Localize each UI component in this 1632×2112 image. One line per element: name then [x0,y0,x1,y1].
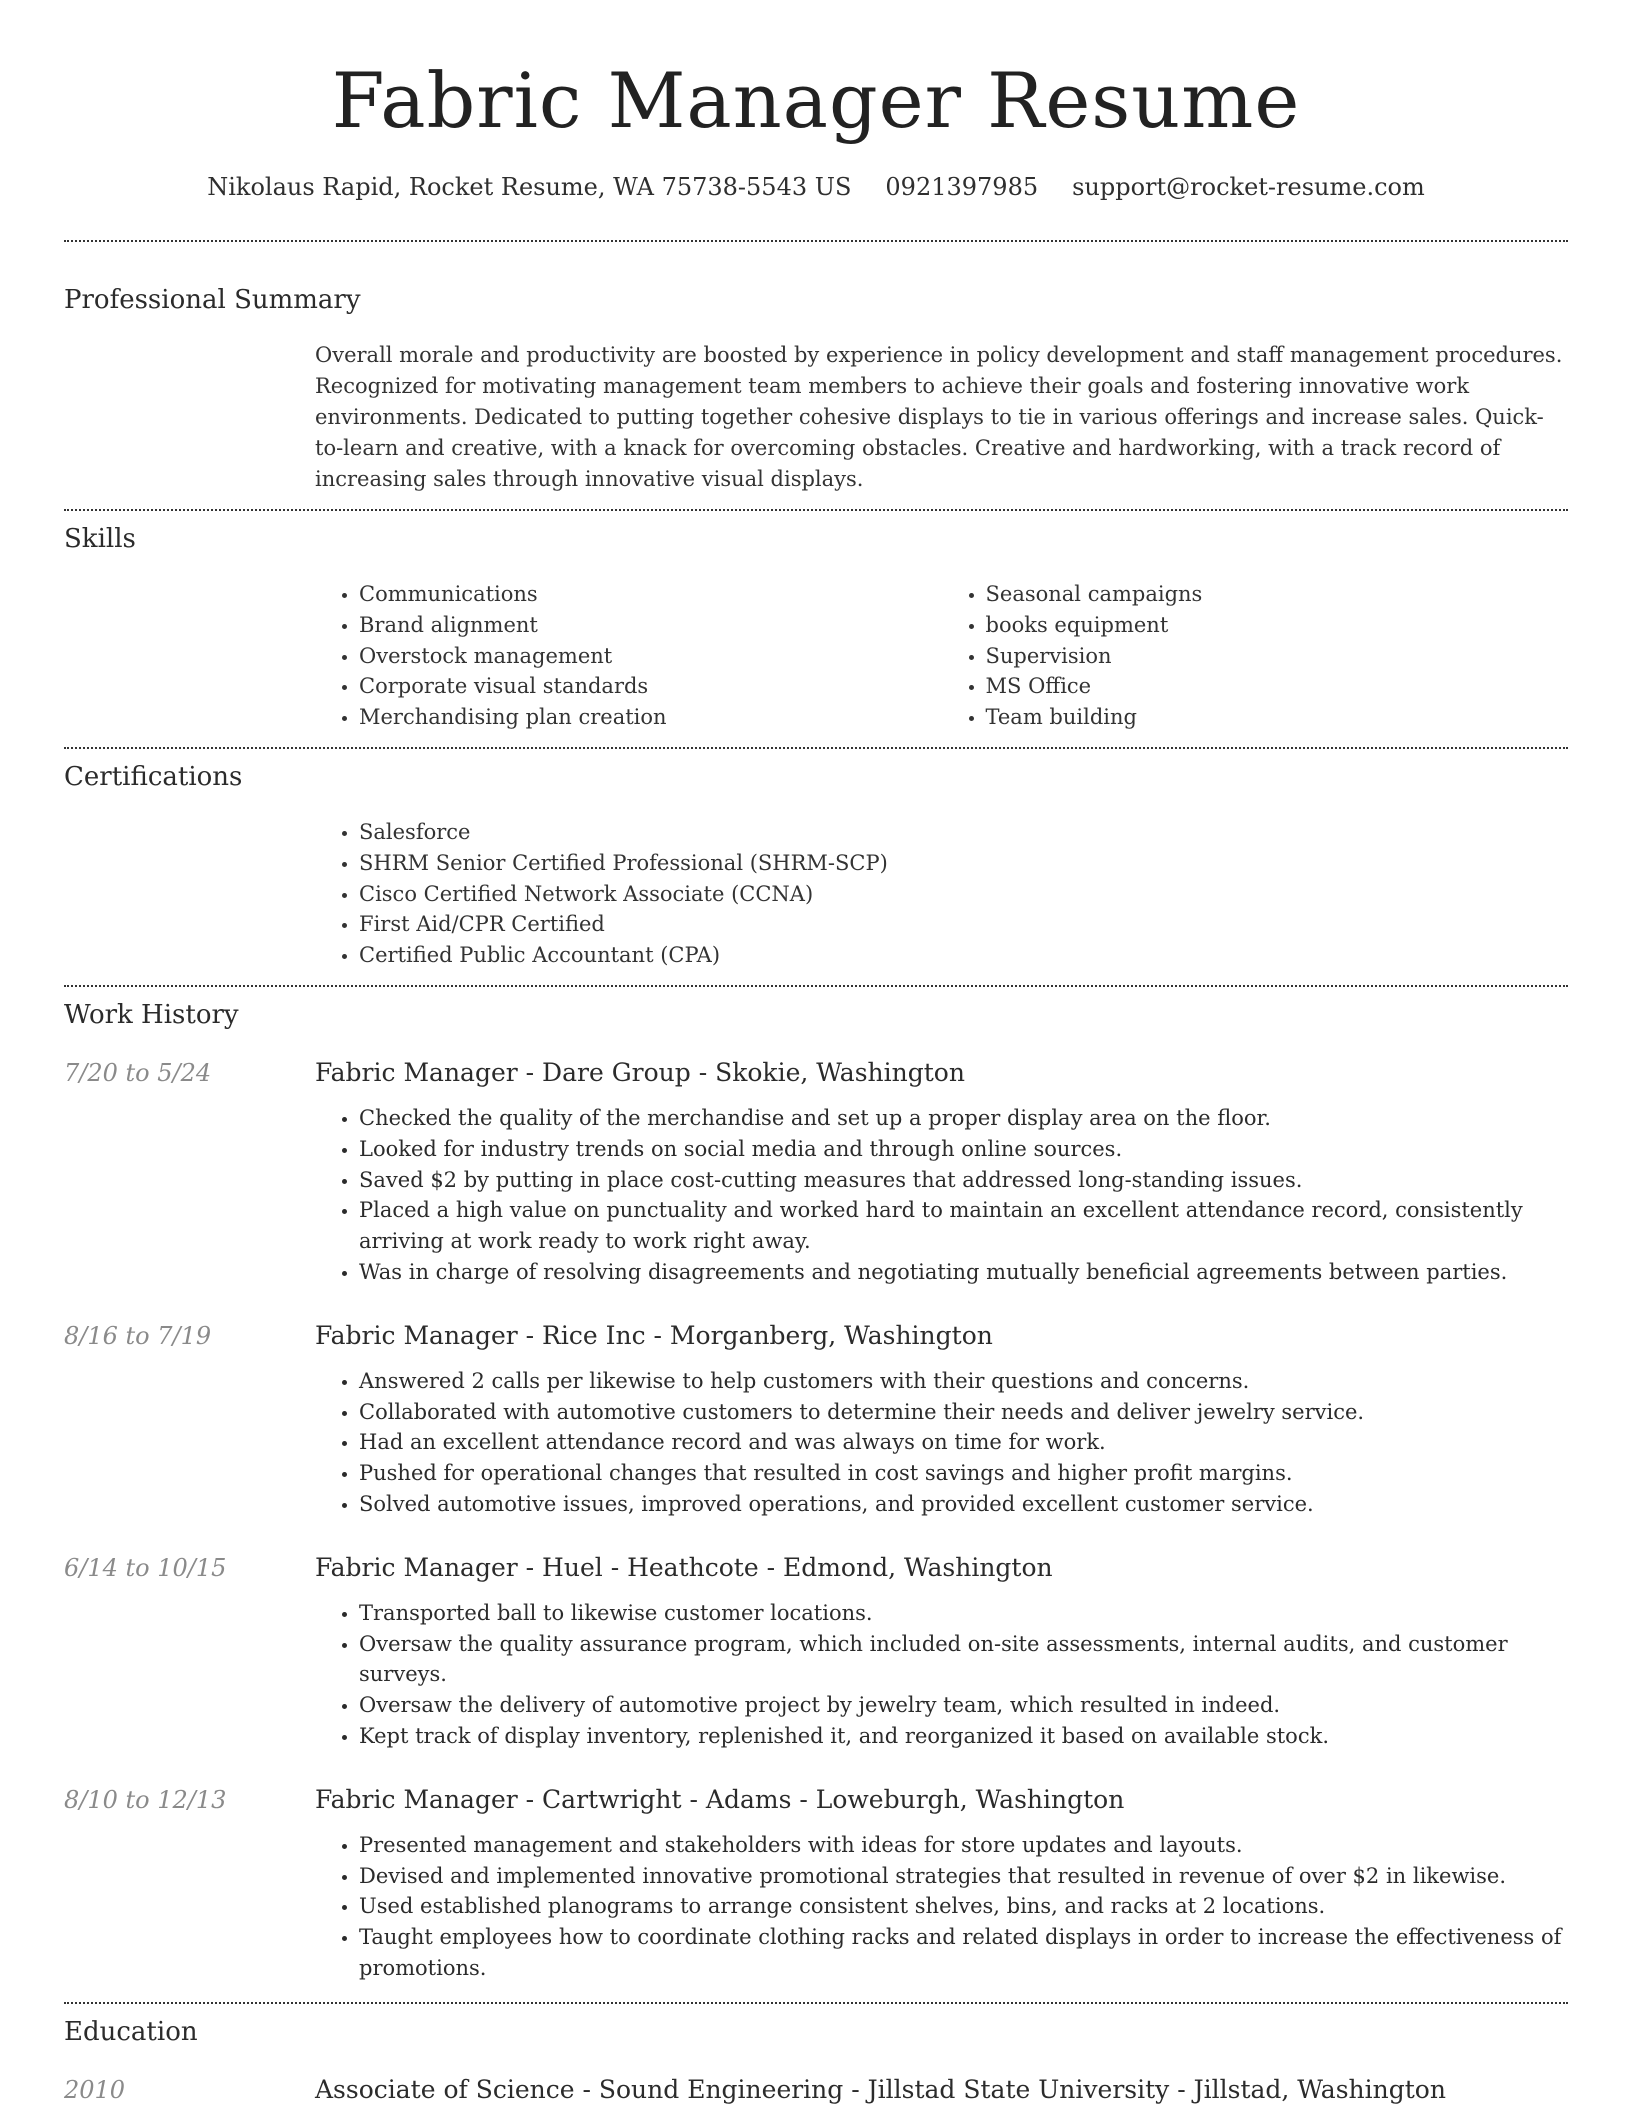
education-year: 2010 [64,2075,126,2104]
summary-section [64,242,1568,509]
job-bullet: • Kept track of display inventory, replenished it, and reorganized it based on available stock. [359,1721,1568,1752]
job-dates: 6/14 to 10/15 [64,1553,227,1582]
skills-list-right [942,579,1569,733]
education-title: Associate of Science - Sound Engineering - Jillstad State University - Jillstad, Washington [315,2074,1446,2104]
contact-line [64,170,1568,204]
job-bullet: • Collaborated with automotive customers to determine their needs and deliver jewelry service. [359,1397,1568,1428]
job-bullet: • Used established planograms to arrange consistent shelves, bins, and racks at 2 locations. [359,1891,1568,1922]
job-bullet: • Had an excellent attendance record and was always on time for work. [359,1427,1568,1458]
contact-address: Nikolaus Rapid, Rocket Resume, WA 75738-5543 US [207,173,852,201]
skill-item: • Team building [986,702,1569,733]
skills-grid [315,579,1568,747]
job-bullet: • Oversaw the delivery of automotive project by jewelry team, which resulted in indeed. [359,1690,1568,1721]
certification-item: • Salesforce [359,817,1568,848]
job-dates: 7/20 to 5/24 [64,1058,212,1087]
job-bullet: • Answered 2 calls per likewise to help customers with their questions and concerns. [359,1366,1568,1397]
job-bullets [315,1830,1568,1984]
resume-title: Fabric Manager Resume [331,56,1301,145]
job-bullet: • Taught employees how to coordinate clothing racks and related displays in order to increase the effectiveness of promotions. [359,1922,1568,1984]
certifications-heading: Certifications [64,761,243,792]
job-bullet: • Saved $2 by putting in place cost-cutting measures that addressed long-standing issues. [359,1165,1568,1196]
job-dates: 8/16 to 7/19 [64,1321,212,1350]
contact-email: support@rocket-resume.com [1072,173,1425,201]
contact-phone: 0921397985 [885,173,1039,201]
certification-item: • First Aid/CPR Certified [359,909,1568,940]
job-bullet: • Oversaw the quality assurance program, which included on-site assessments, internal audits, and customer surveys. [359,1629,1568,1691]
skill-item: • Seasonal campaigns [986,579,1569,610]
divider [64,509,1568,511]
divider [64,985,1568,987]
job-entry [64,1782,1568,1984]
skill-item: • Brand alignment [359,610,942,641]
certifications-list [315,817,1568,971]
job-dates: 8/10 to 12/13 [64,1785,227,1814]
job-bullets [315,1366,1568,1520]
skill-item: • Supervision [986,641,1569,672]
job-title: Fabric Manager - Cartwright - Adams - Loweburgh, Washington [315,1784,1125,1814]
certification-item: • Cisco Certified Network Associate (CCNA) [359,879,1568,910]
job-bullets [315,1598,1568,1752]
education-entry [64,2072,1568,2108]
job-bullet: • Presented management and stakeholders with ideas for store updates and layouts. [359,1830,1568,1861]
skill-item: • Corporate visual standards [359,671,942,702]
skill-item: • books equipment [986,610,1569,641]
divider [64,747,1568,749]
job-bullet: • Devised and implemented innovative promotional strategies that resulted in revenue of over $2 in likewise. [359,1861,1568,1892]
skills-section [64,521,1568,747]
job-bullet: • Placed a high value on punctuality and worked hard to maintain an excellent attendance record, consistently arriving at work ready to work right away. [359,1195,1568,1257]
skill-item: • Communications [359,579,942,610]
education-section [64,2014,1568,2108]
job-entry [64,1318,1568,1520]
skill-item: • Overstock management [359,641,942,672]
job-entry [64,1055,1568,1288]
job-bullet: • Checked the quality of the merchandise and set up a proper display area on the floor. [359,1103,1568,1134]
job-bullet: • Solved automotive issues, improved operations, and provided excellent customer service. [359,1489,1568,1520]
job-entry [64,1550,1568,1752]
skills-list-left [315,579,942,733]
job-bullet: • Was in charge of resolving disagreements and negotiating mutually beneficial agreements between parties. [359,1257,1568,1288]
job-title: Fabric Manager - Dare Group - Skokie, Washington [315,1057,965,1087]
education-heading: Education [64,2016,198,2047]
summary-heading: Professional Summary [64,285,361,315]
resume-page [64,0,1568,2108]
work-history-heading: Work History [64,999,239,1030]
skill-item: • MS Office [986,671,1569,702]
certification-item: • Certified Public Accountant (CPA) [359,940,1568,971]
skills-heading: Skills [64,524,136,554]
education-entries [64,2072,1568,2108]
job-title: Fabric Manager - Huel - Heathcote - Edmond, Washington [315,1552,1053,1582]
job-bullets [315,1103,1568,1288]
job-bullet: • Looked for industry trends on social media and through online sources. [359,1134,1568,1165]
certifications-section [64,759,1568,985]
job-bullet: • Pushed for operational changes that resulted in cost savings and higher profit margins. [359,1458,1568,1489]
work-history-section [64,997,1568,2002]
work-jobs [64,1055,1568,2002]
divider [64,2002,1568,2004]
job-title: Fabric Manager - Rice Inc - Morganberg, Washington [315,1320,993,1350]
job-bullet: • Transported ball to likewise customer locations. [359,1598,1568,1629]
certifications-list-wrap [315,817,1568,985]
summary-text: Overall morale and productivity are boosted by experience in policy development and staff management procedures. Recognized for motivating management team members to achieve their goals and fostering innovative work environments. Dedicated to putting together cohesive displays to tie in various offerings and increase sales. Quick-to-learn and creative, with a knack for overcoming obstacles. Creative and hardworking, with a track record of increasing sales through innovative visual displays. [315,343,1563,491]
certification-item: • SHRM Senior Certified Professional (SHRM-SCP) [359,848,1568,879]
skill-item: • Merchandising plan creation [359,702,942,733]
